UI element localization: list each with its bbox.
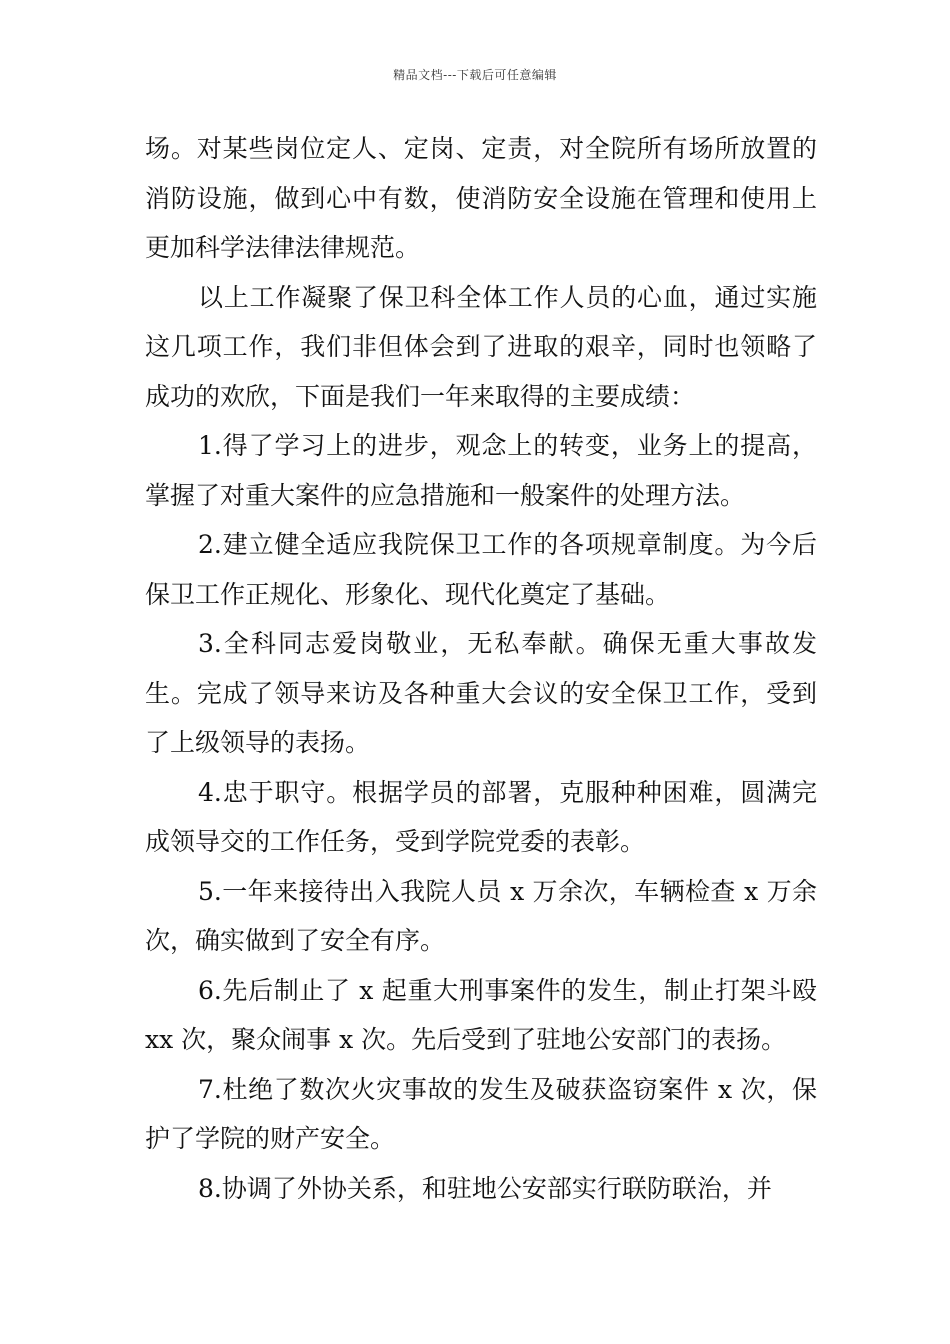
paragraph-continuation: 场。对某些岗位定人、定岗、定责，对全院所有场所放置的消防设施，做到心中有数，使消防安全设施在管理和使用上更加科学法律法律规范。	[145, 134, 817, 262]
paragraph-summary: 以上工作凝聚了保卫科全体工作人员的心血，通过实施这几项工作，我们非但体会到了进取的艰辛，同时也领略了成功的欢欣，下面是我们一年来取得的主要成绩：	[145, 282, 817, 411]
list-item-6: 6.先后制止了 x 起重大刑事案件的发生，制止打架斗殴 xx 次，聚众闹事 x 次。先后受到了驻地公安部门的表扬。	[145, 975, 817, 1054]
list-item-5: 5.一年来接待出入我院人员 x 万余次，车辆检查 x 万余次，确实做到了安全有序。	[145, 876, 817, 955]
list-item-1: 1.得了学习上的进步，观念上的转变，业务上的提高，掌握了对重大案件的应急措施和一般案件的处理方法。	[145, 431, 817, 510]
document-body	[145, 124, 817, 1213]
page-header: 精品文档---下载后可任意编辑	[393, 68, 557, 82]
list-item-8: 8.协调了外协关系，和驻地公安部实行联防联治，并	[198, 1173, 772, 1203]
list-item-7: 7.杜绝了数次火灾事故的发生及破获盗窃案件 x 次，保护了学院的财产安全。	[145, 1074, 817, 1153]
list-item-4: 4.忠于职守。根据学员的部署，克服种种困难，圆满完成领导交的工作任务，受到学院党委的表彰。	[145, 777, 817, 856]
list-item-2: 2.建立健全适应我院保卫工作的各项规章制度。为今后保卫工作正规化、形象化、现代化奠定了基础。	[145, 530, 817, 609]
list-item-3: 3.全科同志爱岗敬业，无私奉献。确保无重大事故发生。完成了领导来访及各种重大会议的安全保卫工作，受到了上级领导的表扬。	[145, 629, 817, 757]
